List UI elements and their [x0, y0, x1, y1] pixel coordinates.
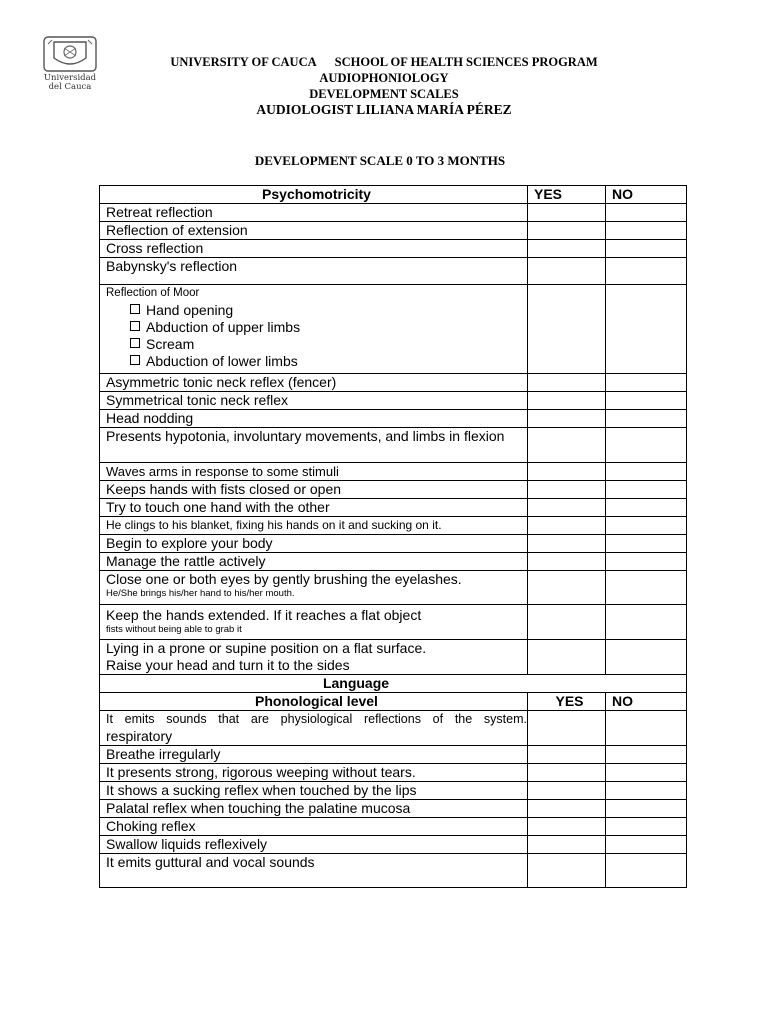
- item-label: Symmetrical tonic neck reflex: [100, 392, 528, 410]
- no-cell[interactable]: [606, 374, 687, 392]
- no-cell[interactable]: [606, 392, 687, 410]
- yes-cell[interactable]: [528, 410, 606, 428]
- item-label: Head nodding: [100, 410, 528, 428]
- no-cell[interactable]: [606, 800, 687, 818]
- item-label: Swallow liquids reflexively: [100, 836, 528, 854]
- yes-cell[interactable]: [528, 553, 606, 571]
- yes-column-header: YES: [528, 186, 606, 204]
- table-row: [100, 711, 687, 746]
- logo-line-1: Universidad: [43, 73, 97, 83]
- table-row: [100, 854, 687, 888]
- no-cell[interactable]: [606, 499, 687, 517]
- table-row: [100, 517, 687, 535]
- phonological-heading: Phonological level: [100, 693, 528, 711]
- table-row: [100, 204, 687, 222]
- yes-cell[interactable]: [528, 258, 606, 285]
- no-cell[interactable]: [606, 711, 687, 746]
- yes-cell[interactable]: [528, 428, 606, 463]
- item-label: Retreat reflection: [100, 204, 528, 222]
- yes-cell[interactable]: [528, 640, 606, 675]
- item-label-eyes: Close one or both eyes by gently brushing the eyelashes. He/She brings his/her hand to his/her mouth.: [100, 571, 528, 605]
- author-name: AUDIOLOGIST LILIANA MARÍA PÉREZ: [256, 102, 512, 117]
- yes-cell[interactable]: [528, 481, 606, 499]
- checkbox-icon: [130, 355, 140, 365]
- university-name: UNIVERSITY OF CAUCA: [170, 55, 317, 69]
- logo-line-2: del Cauca: [48, 81, 92, 92]
- table-row: [100, 428, 687, 463]
- no-cell[interactable]: [606, 463, 687, 481]
- item-label: He clings to his blanket, fixing his hands on it and sucking on it.: [100, 517, 528, 535]
- item-label-hands: Keep the hands extended. If it reaches a flat object fists without being able to grab it: [100, 605, 528, 640]
- table-row: [100, 535, 687, 553]
- item-label: Reflection of extension: [100, 222, 528, 240]
- no-cell[interactable]: [606, 640, 687, 675]
- item-label: Try to touch one hand with the other: [100, 499, 528, 517]
- no-cell[interactable]: [606, 481, 687, 499]
- moor-cell: [100, 285, 528, 374]
- development-scale-table: [99, 185, 687, 888]
- checkbox-icon: [130, 338, 140, 348]
- language-heading-row: [100, 675, 687, 693]
- table-row: [100, 463, 687, 481]
- yes-cell[interactable]: [528, 517, 606, 535]
- table-row: [100, 553, 687, 571]
- yes-cell[interactable]: [528, 854, 606, 888]
- moor-item: Scream: [106, 336, 527, 353]
- table-row: [100, 374, 687, 392]
- no-cell[interactable]: [606, 782, 687, 800]
- checkbox-icon: [130, 304, 140, 314]
- yes-cell[interactable]: [528, 204, 606, 222]
- item-label: Choking reflex: [100, 818, 528, 836]
- item-label: It presents strong, rigorous weeping without tears.: [100, 764, 528, 782]
- table-row: [100, 818, 687, 836]
- yes-cell[interactable]: [528, 463, 606, 481]
- yes-cell[interactable]: [528, 711, 606, 746]
- no-cell[interactable]: [606, 553, 687, 571]
- table-row: [100, 410, 687, 428]
- no-cell[interactable]: [606, 517, 687, 535]
- yes-cell[interactable]: [528, 571, 606, 605]
- item-label: Presents hypotonia, involuntary movements, and limbs in flexion: [100, 428, 528, 463]
- checkbox-icon: [130, 321, 140, 331]
- yes-cell[interactable]: [528, 764, 606, 782]
- school-name: SCHOOL OF HEALTH SCIENCES PROGRAM: [334, 55, 598, 69]
- table-row: [100, 240, 687, 258]
- phonological-heading-row: [100, 693, 687, 711]
- table-row: [100, 782, 687, 800]
- no-cell[interactable]: [606, 258, 687, 285]
- table-row: [100, 836, 687, 854]
- document-subtitle: DEVELOPMENT SCALES: [309, 87, 459, 101]
- moor-title: Reflection of Moor: [106, 287, 200, 299]
- yes-cell[interactable]: [528, 605, 606, 640]
- no-cell[interactable]: [606, 410, 687, 428]
- no-cell[interactable]: [606, 222, 687, 240]
- yes-cell[interactable]: [528, 746, 606, 764]
- no-cell[interactable]: [606, 240, 687, 258]
- item-label-emits: It emits sounds that are physiological reflections of the system. respiratory: [100, 711, 528, 746]
- item-label: Palatal reflex when touching the palatine mucosa: [100, 800, 528, 818]
- item-label: Breathe irregularly: [100, 746, 528, 764]
- psychomotricity-heading: Psychomotricity: [100, 186, 528, 204]
- no-cell[interactable]: [606, 836, 687, 854]
- item-label: It shows a sucking reflex when touched by the lips: [100, 782, 528, 800]
- yes-cell[interactable]: [528, 800, 606, 818]
- yes-cell[interactable]: [528, 535, 606, 553]
- no-cell[interactable]: [606, 285, 687, 374]
- table-row: [100, 640, 687, 675]
- no-cell[interactable]: [606, 428, 687, 463]
- item-label: Waves arms in response to some stimuli: [100, 463, 528, 481]
- no-column-header: NO: [606, 186, 687, 204]
- no-cell[interactable]: [606, 854, 687, 888]
- scale-title: DEVELOPMENT SCALE 0 TO 3 MONTHS: [254, 153, 506, 168]
- no-cell[interactable]: [606, 605, 687, 640]
- yes-cell[interactable]: [528, 392, 606, 410]
- no-cell[interactable]: [606, 535, 687, 553]
- item-label: Cross reflection: [100, 240, 528, 258]
- moor-item: Abduction of upper limbs: [106, 319, 527, 336]
- table-row: [100, 746, 687, 764]
- header-line-1: [0, 54, 768, 70]
- yes-cell[interactable]: [528, 499, 606, 517]
- yes-cell[interactable]: [528, 222, 606, 240]
- no-cell[interactable]: [606, 818, 687, 836]
- moor-item: Abduction of lower limbs: [106, 353, 527, 370]
- yes-cell[interactable]: [528, 374, 606, 392]
- yes-cell[interactable]: [528, 836, 606, 854]
- item-label: Asymmetric tonic neck reflex (fencer): [100, 374, 528, 392]
- table-row: [100, 499, 687, 517]
- no-cell[interactable]: [606, 571, 687, 605]
- item-label: It emits guttural and vocal sounds: [100, 854, 528, 888]
- moor-item: Hand opening: [106, 302, 527, 319]
- item-label: Begin to explore your body: [100, 535, 528, 553]
- table-row: [100, 258, 687, 285]
- yes-cell[interactable]: [528, 782, 606, 800]
- table-row: [100, 392, 687, 410]
- table-row: [100, 605, 687, 640]
- no-cell[interactable]: [606, 764, 687, 782]
- no-cell[interactable]: [606, 746, 687, 764]
- program-name: AUDIOPHONIOLOGY: [319, 71, 449, 85]
- item-label: Manage the rattle actively: [100, 553, 528, 571]
- table-row: [100, 481, 687, 499]
- yes-column-header: YES: [528, 693, 606, 711]
- table-row-moor: [100, 285, 687, 374]
- table-row: [100, 222, 687, 240]
- yes-cell[interactable]: [528, 818, 606, 836]
- table-row: [100, 800, 687, 818]
- table-header-row: [100, 186, 687, 204]
- item-label: Babynsky's reflection: [100, 258, 528, 285]
- language-heading: Language: [100, 675, 687, 693]
- yes-cell[interactable]: [528, 240, 606, 258]
- item-label: Keeps hands with fists closed or open: [100, 481, 528, 499]
- table-row: [100, 764, 687, 782]
- no-cell[interactable]: [606, 204, 687, 222]
- item-label-lying: Lying in a prone or supine position on a flat surface. Raise your head and turn it to the sides: [100, 640, 528, 675]
- table-row: [100, 571, 687, 605]
- yes-cell[interactable]: [528, 285, 606, 374]
- no-column-header: NO: [606, 693, 687, 711]
